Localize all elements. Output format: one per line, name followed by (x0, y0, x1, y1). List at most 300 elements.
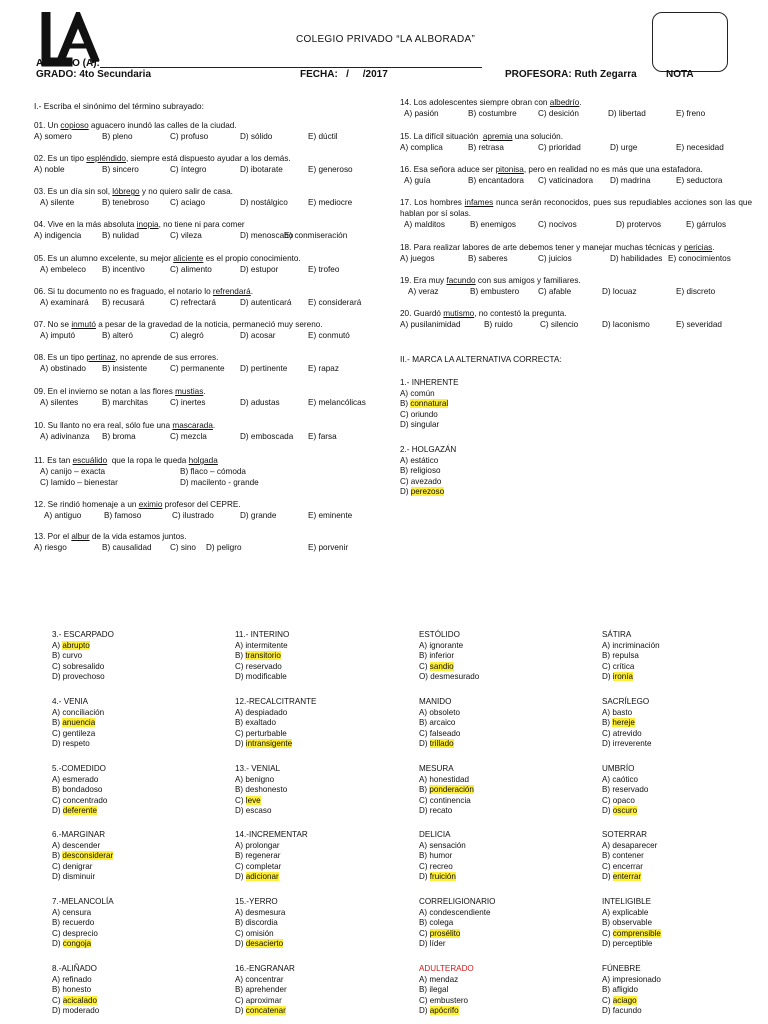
vocab-option[interactable]: D) fruición (419, 872, 456, 882)
question: 16. Esa señora aduce ser pitonisa, pero en realidad no es más que una estafadora. A) guía B) encantadora C) vaticinadora D) madrina E) seductora (400, 165, 752, 187)
answer-option[interactable]: A) silentes (40, 397, 79, 407)
underlined-term: mustias (175, 387, 204, 396)
vocab-option[interactable]: A) común (400, 388, 435, 398)
highlighted-answer: concatenar (245, 1006, 286, 1016)
answer-option[interactable]: C) sino (170, 542, 196, 552)
answer-option[interactable]: B) insistente (102, 363, 148, 373)
vocab-item (419, 964, 474, 1017)
answer-option[interactable]: D) estupor (240, 264, 279, 274)
answer-option[interactable]: A) juegos (400, 253, 435, 263)
underlined-term: refrendará (212, 287, 251, 296)
vocab-option[interactable]: D) apócrifo (419, 1006, 459, 1016)
vocab-option[interactable]: B) recuerdo (52, 918, 95, 928)
vocab-option[interactable]: A) incriminación (602, 640, 660, 650)
vocab-term: 2.- HOLGAZÁN (400, 445, 457, 454)
answer-option[interactable]: A) obstinado (40, 363, 86, 373)
vocab-item (419, 697, 460, 750)
vocab-option[interactable]: B) aprehender (235, 985, 287, 995)
vocab-option[interactable]: C) aciago (602, 995, 637, 1005)
answer-options (400, 254, 752, 265)
vocab-option[interactable]: B) reservado (602, 785, 649, 795)
vocab-option[interactable]: B) ponderación (419, 785, 474, 795)
answer-option[interactable]: C) alimento (170, 264, 212, 274)
answer-option[interactable]: C) desición (538, 108, 579, 118)
answer-option[interactable]: E) seductora (676, 175, 723, 185)
vocab-term: 4.- VENIA (52, 697, 88, 706)
part2-title: II.- MARCA LA ALTERNATIVA CORRECTA: (400, 354, 562, 364)
vocab-item (52, 897, 114, 950)
highlighted-answer: enterrar (612, 872, 642, 882)
answer-option[interactable]: A) embeleco (40, 264, 86, 274)
vocab-term: FÚNEBRE (602, 964, 641, 973)
answer-option[interactable]: A) complica (400, 142, 443, 152)
vocab-option[interactable]: B) repulsa (602, 651, 639, 661)
underlined-term: albedrío (549, 98, 580, 107)
answer-option[interactable]: D) pertinente (240, 363, 288, 373)
vocab-item (602, 897, 661, 950)
highlighted-answer: anuencia (62, 718, 96, 728)
answer-option[interactable]: C) permanente (170, 363, 225, 373)
question: 01. Un copioso aguacero inundó las calles de la ciudad. A) somero B) pleno C) profuso D) sólido E) dúctil (34, 121, 394, 143)
vocab-term: INTELIGIBLE (602, 897, 652, 906)
question-17: 17. Los hombres infames nunca serán reconocidos, pues sus repudiables acciones son las que hablan por sí solas. A) malditos B) enemigos C) nocivos D) protervos E) gárrulos (400, 198, 752, 229)
underlined-term: inopia (136, 220, 159, 229)
vocab-option[interactable]: B) afligido (602, 985, 638, 995)
vocab-item (235, 897, 285, 950)
answer-option[interactable]: D) libertad (608, 108, 646, 118)
vocab-option[interactable]: B) honesto (52, 985, 92, 995)
highlighted-answer: apócrifo (429, 1006, 459, 1016)
grade-level: GRADO: 4to Secundaria (36, 69, 152, 80)
underlined-term: lóbrego (112, 187, 140, 196)
vocab-option[interactable]: C) leve (235, 795, 261, 805)
vocab-option[interactable]: C) atrevido (602, 728, 642, 738)
answer-option[interactable]: D) urge (610, 142, 638, 152)
vocab-option[interactable]: D) oscuro (602, 806, 638, 816)
vocab-item (419, 830, 466, 883)
answer-option[interactable]: E) rapaz (308, 363, 339, 373)
vocab-option[interactable]: A) caótico (602, 774, 638, 784)
vocab-option[interactable]: A) obsoleto (419, 707, 460, 717)
answer-option[interactable]: C) vaticinadora (538, 175, 594, 185)
question: 08. Es un tipo pertinaz, no aprende de sus errores. A) obstinado B) insistente C) permanente D) pertinente E) rapaz (34, 353, 394, 375)
answer-option[interactable]: B) nulidad (102, 230, 139, 240)
highlighted-answer: deferente (62, 806, 97, 816)
highlighted-answer: perezoso (410, 487, 445, 497)
vocab-term: 11.- INTERINO (235, 630, 290, 639)
vocab-option[interactable]: A) refinado (52, 974, 92, 984)
vocab-option[interactable]: C) aproximar (235, 995, 282, 1005)
vocab-option[interactable]: A) prolongar (235, 840, 280, 850)
vocab-option[interactable]: C) desprecio (52, 928, 98, 938)
answer-option[interactable]: D) emboscada (240, 431, 294, 441)
underlined-term: holgada (188, 456, 218, 465)
highlighted-answer: trillado (429, 739, 454, 749)
vocab-option[interactable]: D) escaso (235, 806, 272, 816)
vocab-option[interactable]: C) falseado (419, 728, 461, 738)
answer-option[interactable]: A) adivinanza (40, 431, 90, 441)
highlighted-answer: acicalado (62, 995, 97, 1005)
vocab-item (52, 630, 114, 683)
vocab-option[interactable]: B) desconsiderar (52, 851, 114, 861)
answer-option[interactable]: C) alegró (170, 330, 204, 340)
vocab-option[interactable]: B) hereje (602, 718, 635, 728)
answer-option[interactable]: D) madrina (610, 175, 651, 185)
vocab-option[interactable]: B) inferior (419, 651, 455, 661)
vocab-item (235, 830, 308, 883)
vocab-option[interactable]: D) adicionar (235, 872, 279, 882)
answer-option[interactable]: B) encantadora (468, 175, 524, 185)
grade-box (652, 12, 728, 72)
vocab-option[interactable]: B) ilegal (419, 985, 449, 995)
answer-options (34, 265, 394, 276)
answer-option[interactable]: C) inertes (170, 397, 206, 407)
answer-option[interactable]: A) riesgo (34, 542, 67, 552)
vocab-option[interactable]: C) concentrado (52, 795, 108, 805)
answer-option[interactable]: B) tenebroso (102, 197, 149, 207)
answer-option[interactable]: E) farsa (308, 431, 337, 441)
answer-option[interactable]: E) conocimientos (668, 253, 731, 263)
vocab-option[interactable]: A) despiadado (235, 707, 288, 717)
vocab-option[interactable]: B) deshonesto (235, 785, 288, 795)
vocab-option[interactable]: C) acicalado (52, 995, 97, 1005)
vocab-option[interactable]: C) gentileza (52, 728, 96, 738)
question: 18. Para realizar labores de arte debemos tener y manejar muchas técnicas y pericias. A) juegos B) saberes C) juicios D) habilidades E) conocimientos (400, 243, 752, 265)
vocab-item (235, 697, 316, 750)
student-name-line[interactable] (100, 67, 482, 68)
vocab-option[interactable]: D) facundo (602, 1006, 642, 1016)
part1-title: I.- Escriba el sinónimo del término subrayado: (34, 101, 204, 111)
highlighted-answer: oscuro (612, 806, 638, 816)
question-12: 12. Se rindió homenaje a un eximio profesor del CEPRE. A) antiguo B) famoso C) ilustrado D) grande E) eminente (34, 500, 353, 520)
vocab-option[interactable]: A) honestidad (419, 774, 469, 784)
vocab-option[interactable]: C) continencia (419, 795, 471, 805)
question: 13. Por el albur de la vida estamos juntos. A) riesgo B) causalidad C) sino D) peligro E) porvenir (34, 532, 394, 554)
underlined-term: mascarada (172, 421, 213, 430)
answer-option[interactable]: C) silencio (540, 319, 579, 329)
answer-option[interactable]: D) peligro (206, 542, 242, 552)
answer-option[interactable]: B) saberes (468, 253, 508, 263)
answer-options (34, 298, 394, 309)
answer-option[interactable]: B) causalidad (102, 542, 152, 552)
underlined-term: pericias (684, 243, 713, 252)
answer-option[interactable]: B) costumbre (468, 108, 517, 118)
vocab-option[interactable]: D) modificable (235, 672, 287, 682)
underlined-term: escuálido (72, 456, 108, 465)
vocab-option[interactable]: D) disminuir (52, 872, 96, 882)
highlighted-answer: intransigente (245, 739, 293, 749)
answer-option[interactable]: D) habilidades (610, 253, 663, 263)
vocab-option[interactable]: B) anuencia (52, 718, 96, 728)
answer-option[interactable]: B) pleno (102, 131, 133, 141)
vocab-option[interactable]: A) ignorante (419, 640, 464, 650)
underlined-term: albur (71, 532, 90, 541)
answer-option[interactable]: D) autenticará (240, 297, 292, 307)
vocab-term: 16.-ENGRANAR (235, 964, 295, 973)
vocab-item (602, 764, 648, 817)
vocab-option[interactable]: A) concentrar (235, 974, 284, 984)
answer-option[interactable]: B) alteró (102, 330, 133, 340)
vocab-option[interactable]: A) explicable (602, 907, 649, 917)
vocab-option[interactable]: C) encerrar (602, 861, 643, 871)
answer-option[interactable]: E) melancólicas (308, 397, 366, 407)
vocab-option[interactable]: C) embustero (419, 995, 469, 1005)
highlighted-answer: connatural (410, 399, 449, 409)
vocab-term: SACRÍLEGO (602, 697, 650, 706)
school-name: COLEGIO PRIVADO “LA ALBORADA” (296, 34, 476, 45)
answer-option[interactable]: B) recusará (102, 297, 145, 307)
vocab-option[interactable]: O) desmesurado (419, 672, 480, 682)
answer-option[interactable]: C) prioridad (538, 142, 581, 152)
vocab-option[interactable]: B) colega (419, 918, 454, 928)
highlighted-answer: abrupto (62, 640, 90, 650)
vocab-option[interactable]: D) provechoso (52, 672, 105, 682)
answer-option[interactable]: E) freno (676, 108, 706, 118)
question: 19. Era muy facundo con sus amigos y familiares. A) veraz B) embustero C) afable D) locuaz E) discreto (400, 276, 752, 298)
vocab-option[interactable]: C) prosélito (419, 928, 461, 938)
answer-options (34, 398, 394, 409)
vocab-item (400, 445, 456, 498)
answer-option[interactable]: E) conmiseración (284, 230, 348, 240)
answer-options (34, 331, 394, 342)
vocab-item (602, 964, 661, 1017)
vocab-option[interactable]: C) avezado (400, 476, 442, 486)
vocab-item (602, 830, 657, 883)
vocab-option[interactable]: D) perceptible (602, 939, 653, 949)
vocab-term: MESURA (419, 764, 454, 773)
question: 04. Vive en la más absoluta inopia, no tiene ni para comer A) indigencia B) nulidad C) vileza D) menoscabo E) conmiseración (34, 220, 394, 242)
answer-option[interactable]: A) somero (34, 131, 72, 141)
vocab-option[interactable]: C) omisión (235, 928, 274, 938)
answer-option[interactable]: D) laconismo (602, 319, 650, 329)
answer-option[interactable]: D) locuaz (602, 286, 637, 296)
answer-options (400, 143, 752, 154)
question-11: 11. Es tan escuálido que la ropa le queda holgada A) canijo – exacta B) flaco – cómoda C) lamido – bienestar D) macilento - grande (34, 456, 259, 487)
answer-option[interactable]: A) pasión (404, 108, 439, 118)
vocab-option[interactable]: A) intermitente (235, 640, 288, 650)
vocab-term: SÁTIRA (602, 630, 632, 639)
vocab-term: ESTÓLIDO (419, 630, 460, 639)
answer-option[interactable]: E) discreto (676, 286, 716, 296)
vocab-option[interactable]: D) irreverente (602, 739, 652, 749)
highlighted-answer: fruición (429, 872, 456, 882)
answer-option[interactable]: E) generoso (308, 164, 353, 174)
vocab-term: ADULTERADO (419, 964, 474, 973)
vocab-item (400, 378, 458, 431)
vocab-option[interactable]: D) respeto (52, 739, 90, 749)
question: 15. La difícil situación apremia una solución. A) complica B) retrasa C) prioridad D) urge E) necesidad (400, 132, 752, 154)
answer-option[interactable]: D) sólido (240, 131, 273, 141)
answer-option[interactable]: E) mediocre (308, 197, 353, 207)
vocab-item (602, 630, 660, 683)
answer-option[interactable]: C) refrectará (170, 297, 216, 307)
vocab-item (52, 964, 99, 1017)
vocab-option[interactable]: C) comprensible (602, 928, 661, 938)
vocab-option[interactable]: B) connatural (400, 399, 449, 409)
answer-option[interactable]: D) ibotarate (240, 164, 283, 174)
question: 20. Guardó mutismo, no contestó la pregunta. A) pusilanimidad B) ruido C) silencio D) laconismo E) severidad (400, 309, 752, 331)
answer-option[interactable]: E) necesidad (676, 142, 724, 152)
vocab-option[interactable]: D) singular (400, 420, 440, 430)
answer-option[interactable]: A) pusilanimidad (400, 319, 461, 329)
answer-option[interactable]: E) severidad (676, 319, 722, 329)
vocab-term: 13.- VENIAL (235, 764, 280, 773)
vocab-option[interactable]: A) benigno (235, 774, 275, 784)
answer-option[interactable]: B) marchitas (102, 397, 148, 407)
answer-option[interactable]: C) aciago (170, 197, 206, 207)
vocab-option[interactable]: C) sobresalido (52, 661, 105, 671)
vocab-option[interactable]: A) condescendiente (419, 907, 491, 917)
answer-option[interactable]: A) veraz (408, 286, 439, 296)
vocab-option[interactable]: D) desacierto (235, 939, 284, 949)
vocab-option[interactable]: D) perezoso (400, 487, 445, 497)
vocab-term: 7.-MELANCOLÍA (52, 897, 114, 906)
answer-option[interactable]: D) acosar (240, 330, 276, 340)
highlighted-answer: transitorio (245, 651, 281, 661)
vocab-option[interactable]: C) opaco (602, 795, 635, 805)
vocab-option[interactable]: B) bondadoso (52, 785, 103, 795)
answer-option[interactable]: C) afable (538, 286, 572, 296)
answer-option[interactable]: A) guía (404, 175, 431, 185)
vocab-option[interactable]: D) trillado (419, 739, 454, 749)
vocab-option[interactable]: B) arcaico (419, 718, 456, 728)
answer-option[interactable]: C) íntegro (170, 164, 207, 174)
vocab-option[interactable]: A) mendaz (419, 974, 459, 984)
answer-options (400, 287, 752, 298)
vocab-option[interactable]: B) religioso (400, 466, 441, 476)
vocab-item (235, 964, 295, 1017)
vocab-option[interactable]: A) estático (400, 455, 439, 465)
underlined-term: facundo (446, 276, 476, 285)
vocab-item (52, 697, 104, 750)
vocab-option[interactable]: A) descender (52, 840, 101, 850)
answer-option[interactable]: C) vileza (170, 230, 202, 240)
student-label: ALUMNO (A): (36, 58, 100, 69)
vocab-option[interactable]: A) abrupto (52, 640, 90, 650)
vocab-option[interactable]: A) sensación (419, 840, 466, 850)
answer-options (400, 176, 752, 187)
vocab-option[interactable]: B) observable (602, 918, 652, 928)
vocab-option[interactable]: D) ironía (602, 672, 634, 682)
vocab-option[interactable]: D) concatenar (235, 1006, 286, 1016)
answer-options (34, 432, 394, 443)
vocab-term: 5.-COMEDIDO (52, 764, 106, 773)
vocab-option[interactable]: C) perturbable (235, 728, 287, 738)
vocab-item (52, 764, 107, 817)
vocab-option[interactable]: C) denigrar (52, 861, 93, 871)
vocab-option[interactable]: D) líder (419, 939, 446, 949)
vocab-option[interactable]: B) humor (419, 851, 453, 861)
vocab-item (419, 630, 479, 683)
vocab-term: 15.-YERRO (235, 897, 278, 906)
answer-option[interactable]: E) trofeo (308, 264, 340, 274)
answer-option[interactable]: D) menoscabo (240, 230, 294, 240)
answer-option[interactable]: C) juicios (538, 253, 572, 263)
vocab-option[interactable]: B) curvo (52, 651, 83, 661)
answer-options (400, 109, 752, 120)
answer-option[interactable]: B) ruido (484, 319, 513, 329)
answer-option[interactable]: C) profuso (170, 131, 209, 141)
answer-option[interactable]: E) conmutó (308, 330, 350, 340)
answer-option[interactable]: E) considerará (308, 297, 362, 307)
vocab-option[interactable]: A) desmesura (235, 907, 286, 917)
answer-option[interactable]: B) broma (102, 431, 136, 441)
answer-options (34, 231, 394, 242)
vocab-term: 14.-INCREMENTAR (235, 830, 308, 839)
vocab-option[interactable]: A) esmerado (52, 774, 99, 784)
answer-option[interactable]: A) silente (40, 197, 75, 207)
vocab-option[interactable]: A) censura (52, 907, 92, 917)
vocab-term: DELICIA (419, 830, 451, 839)
answer-option[interactable]: A) indigencia (34, 230, 82, 240)
vocab-option[interactable]: A) basto (602, 707, 633, 717)
vocab-option[interactable]: D) intransigente (235, 739, 293, 749)
vocab-item (235, 764, 287, 817)
vocab-option[interactable]: C) reservado (235, 661, 282, 671)
vocab-option[interactable]: B) discordia (235, 918, 278, 928)
vocab-option[interactable]: C) crítica (602, 661, 635, 671)
vocab-option[interactable]: C) oriundo (400, 409, 438, 419)
vocab-option[interactable]: C) recreo (419, 861, 453, 871)
highlighted-answer: hereje (612, 718, 635, 728)
vocab-option[interactable]: A) conciliación (52, 707, 105, 717)
vocab-option[interactable]: D) enterrar (602, 872, 642, 882)
answer-option[interactable]: D) adustas (240, 397, 280, 407)
answer-option[interactable]: B) sincero (102, 164, 139, 174)
vocab-option[interactable]: B) contener (602, 851, 644, 861)
answer-options (34, 364, 394, 375)
vocab-option[interactable]: B) exaltado (235, 718, 276, 728)
answer-option[interactable]: B) incentivo (102, 264, 145, 274)
vocab-term: 3.- ESCARPADO (52, 630, 114, 639)
highlighted-answer: sandio (429, 661, 454, 671)
answer-options (34, 165, 394, 176)
vocab-option[interactable]: D) congoja (52, 939, 92, 949)
highlighted-answer: adicionar (245, 872, 279, 882)
vocab-option[interactable]: D) moderado (52, 1006, 100, 1016)
question: 02. Es un tipo espléndido, siempre está dispuesto ayudar a los demás. A) noble B) sincero C) íntegro D) ibotarate E) generoso (34, 154, 394, 176)
vocab-option[interactable]: A) desaparecer (602, 840, 658, 850)
underlined-term: inmutó (71, 320, 96, 329)
vocab-option[interactable]: D) deferente (52, 806, 97, 816)
answer-options (34, 198, 394, 209)
vocab-term: MANIDO (419, 697, 452, 706)
underlined-term: mutismo (443, 309, 475, 318)
underlined-term: apremia (482, 132, 513, 141)
underlined-term: pitonisa (495, 165, 524, 174)
underlined-term: eximio (138, 500, 163, 509)
answer-option[interactable]: E) porvenir (308, 542, 349, 552)
vocab-item (52, 830, 113, 883)
highlighted-answer: leve (245, 795, 261, 805)
vocab-option[interactable]: D) recato (419, 806, 453, 816)
vocab-option[interactable]: C) completar (235, 861, 282, 871)
answer-option[interactable]: E) dúctil (308, 131, 338, 141)
vocab-option[interactable]: C) sandio (419, 661, 454, 671)
answer-option[interactable]: D) nostálgico (240, 197, 288, 207)
answer-option[interactable]: B) retrasa (468, 142, 504, 152)
answer-option[interactable]: A) noble (34, 164, 65, 174)
vocab-option[interactable]: B) regenerar (235, 851, 281, 861)
question: 05. Es un alumno excelente, su mejor aliciente es el propio conocimiento. A) embeleco B) incentivo C) alimento D) estupor E) trofeo (34, 254, 394, 276)
vocab-option[interactable]: A) impresionado (602, 974, 661, 984)
answer-option[interactable]: B) embustero (470, 286, 520, 296)
answer-option[interactable]: C) mezcla (170, 431, 207, 441)
answer-option[interactable]: A) imputó (40, 330, 76, 340)
answer-option[interactable]: A) examinará (40, 297, 89, 307)
answer-options (34, 543, 394, 554)
vocab-option[interactable]: B) transitorio (235, 651, 281, 661)
